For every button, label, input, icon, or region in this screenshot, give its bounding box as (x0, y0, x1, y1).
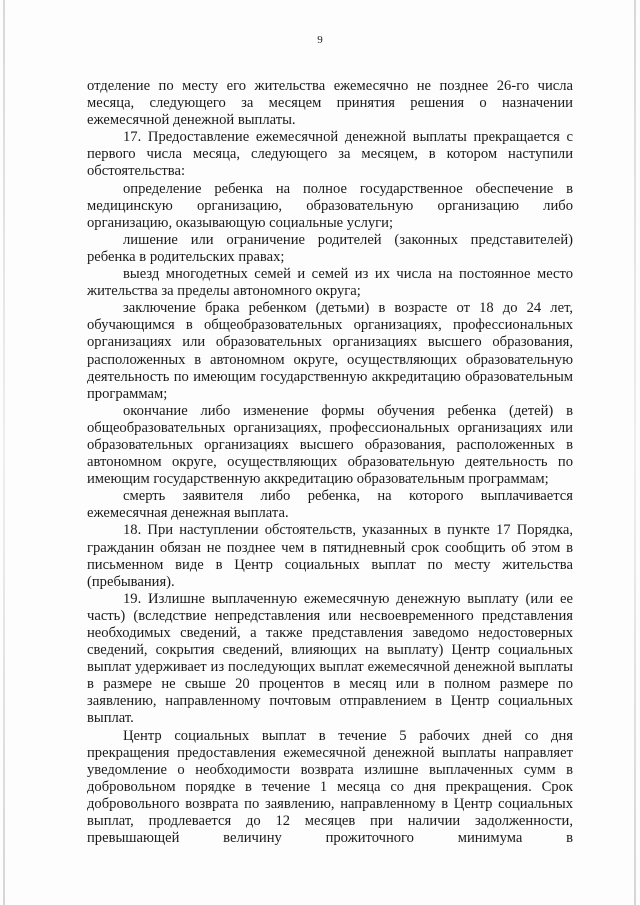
paragraph-circumstance: смерть заявителя либо ребенка, на которого выплачивается ежемесячная денежная выплата. (87, 488, 573, 522)
scan-edge-right (634, 0, 636, 905)
scan-edge-left (3, 0, 5, 905)
paragraph-item-19: 19. Излишне выплаченную ежемесячную денежную выплату (или ее часть) (вследствие непредставления или несвоевременного представления необходимых сведений, а также представления заведомо недостоверных сведений, сокрытия сведений, влияющих на выплату) Центр социальных выплат удерживает из последующих выплат ежемесячной денежной выплаты в размере не свыше 20 процентов в месяц или в полном размере по заявлению, направленному почтовым отправлением в Центр социальных выплат. (87, 590, 573, 727)
paragraph-circumstance: заключение брака ребенком (детьми) в возрасте от 18 до 24 лет, обучающимся в общеобразовательных организациях, профессиональных организациях или образовательных организациях высшего образования, расположенных в автономном округе, осуществляющих образовательную деятельность по имеющим государственную аккредитацию образовательным программам; (87, 300, 573, 402)
paragraph-circumstance: выезд многодетных семей и семей из их числа на постоянное место жительства за пределы автономного округа; (87, 266, 573, 300)
paragraph-circumstance: определение ребенка на полное государственное обеспечение в медицинскую организацию, образовательную организацию либо организацию, оказывающую социальные услуги; (87, 180, 573, 231)
page-number: 9 (317, 34, 323, 46)
paragraph-item-17: 17. Предоставление ежемесячной денежной выплаты прекращается с первого числа месяца, следующего за месяцем, в котором наступили обстоятельства: (87, 129, 573, 180)
paragraph-notice: Центр социальных выплат в течение 5 рабочих дней со дня прекращения предоставления ежемесячной денежной выплаты направляет уведомление о необходимости возврата излишне выплаченных сумм в добровольном порядке в течение 1 месяца со дня прекращения. Срок добровольного возврата по заявлению, направленному в Центр социальных выплат, продлевается до 12 месяцев при наличии задолженности, превышающей величину прожиточного минимума в (87, 727, 573, 847)
paragraph-circumstance: лишение или ограничение родителей (законных представителей) ребенка в родительских правах; (87, 231, 573, 265)
body-text (87, 78, 573, 847)
paragraph-circumstance: окончание либо изменение формы обучения ребенка (детей) в общеобразовательных организациях, профессиональных организациях или образовательных организациях высшего образования, расположенных в автономном округе, осуществляющих образовательную деятельность по имеющим государственную аккредитацию образовательным программам; (87, 402, 573, 488)
paragraph-item-18: 18. При наступлении обстоятельств, указанных в пункте 17 Порядка, гражданин обязан не позднее чем в пятидневный срок сообщить об этом в письменном виде в Центр социальных выплат по месту жительства (пребывания). (87, 522, 573, 590)
paragraph-continuation: отделение по месту его жительства ежемесячно не позднее 26-го числа месяца, следующего за месяцем принятия решения о назначении ежемесячной денежной выплаты. (87, 78, 573, 129)
